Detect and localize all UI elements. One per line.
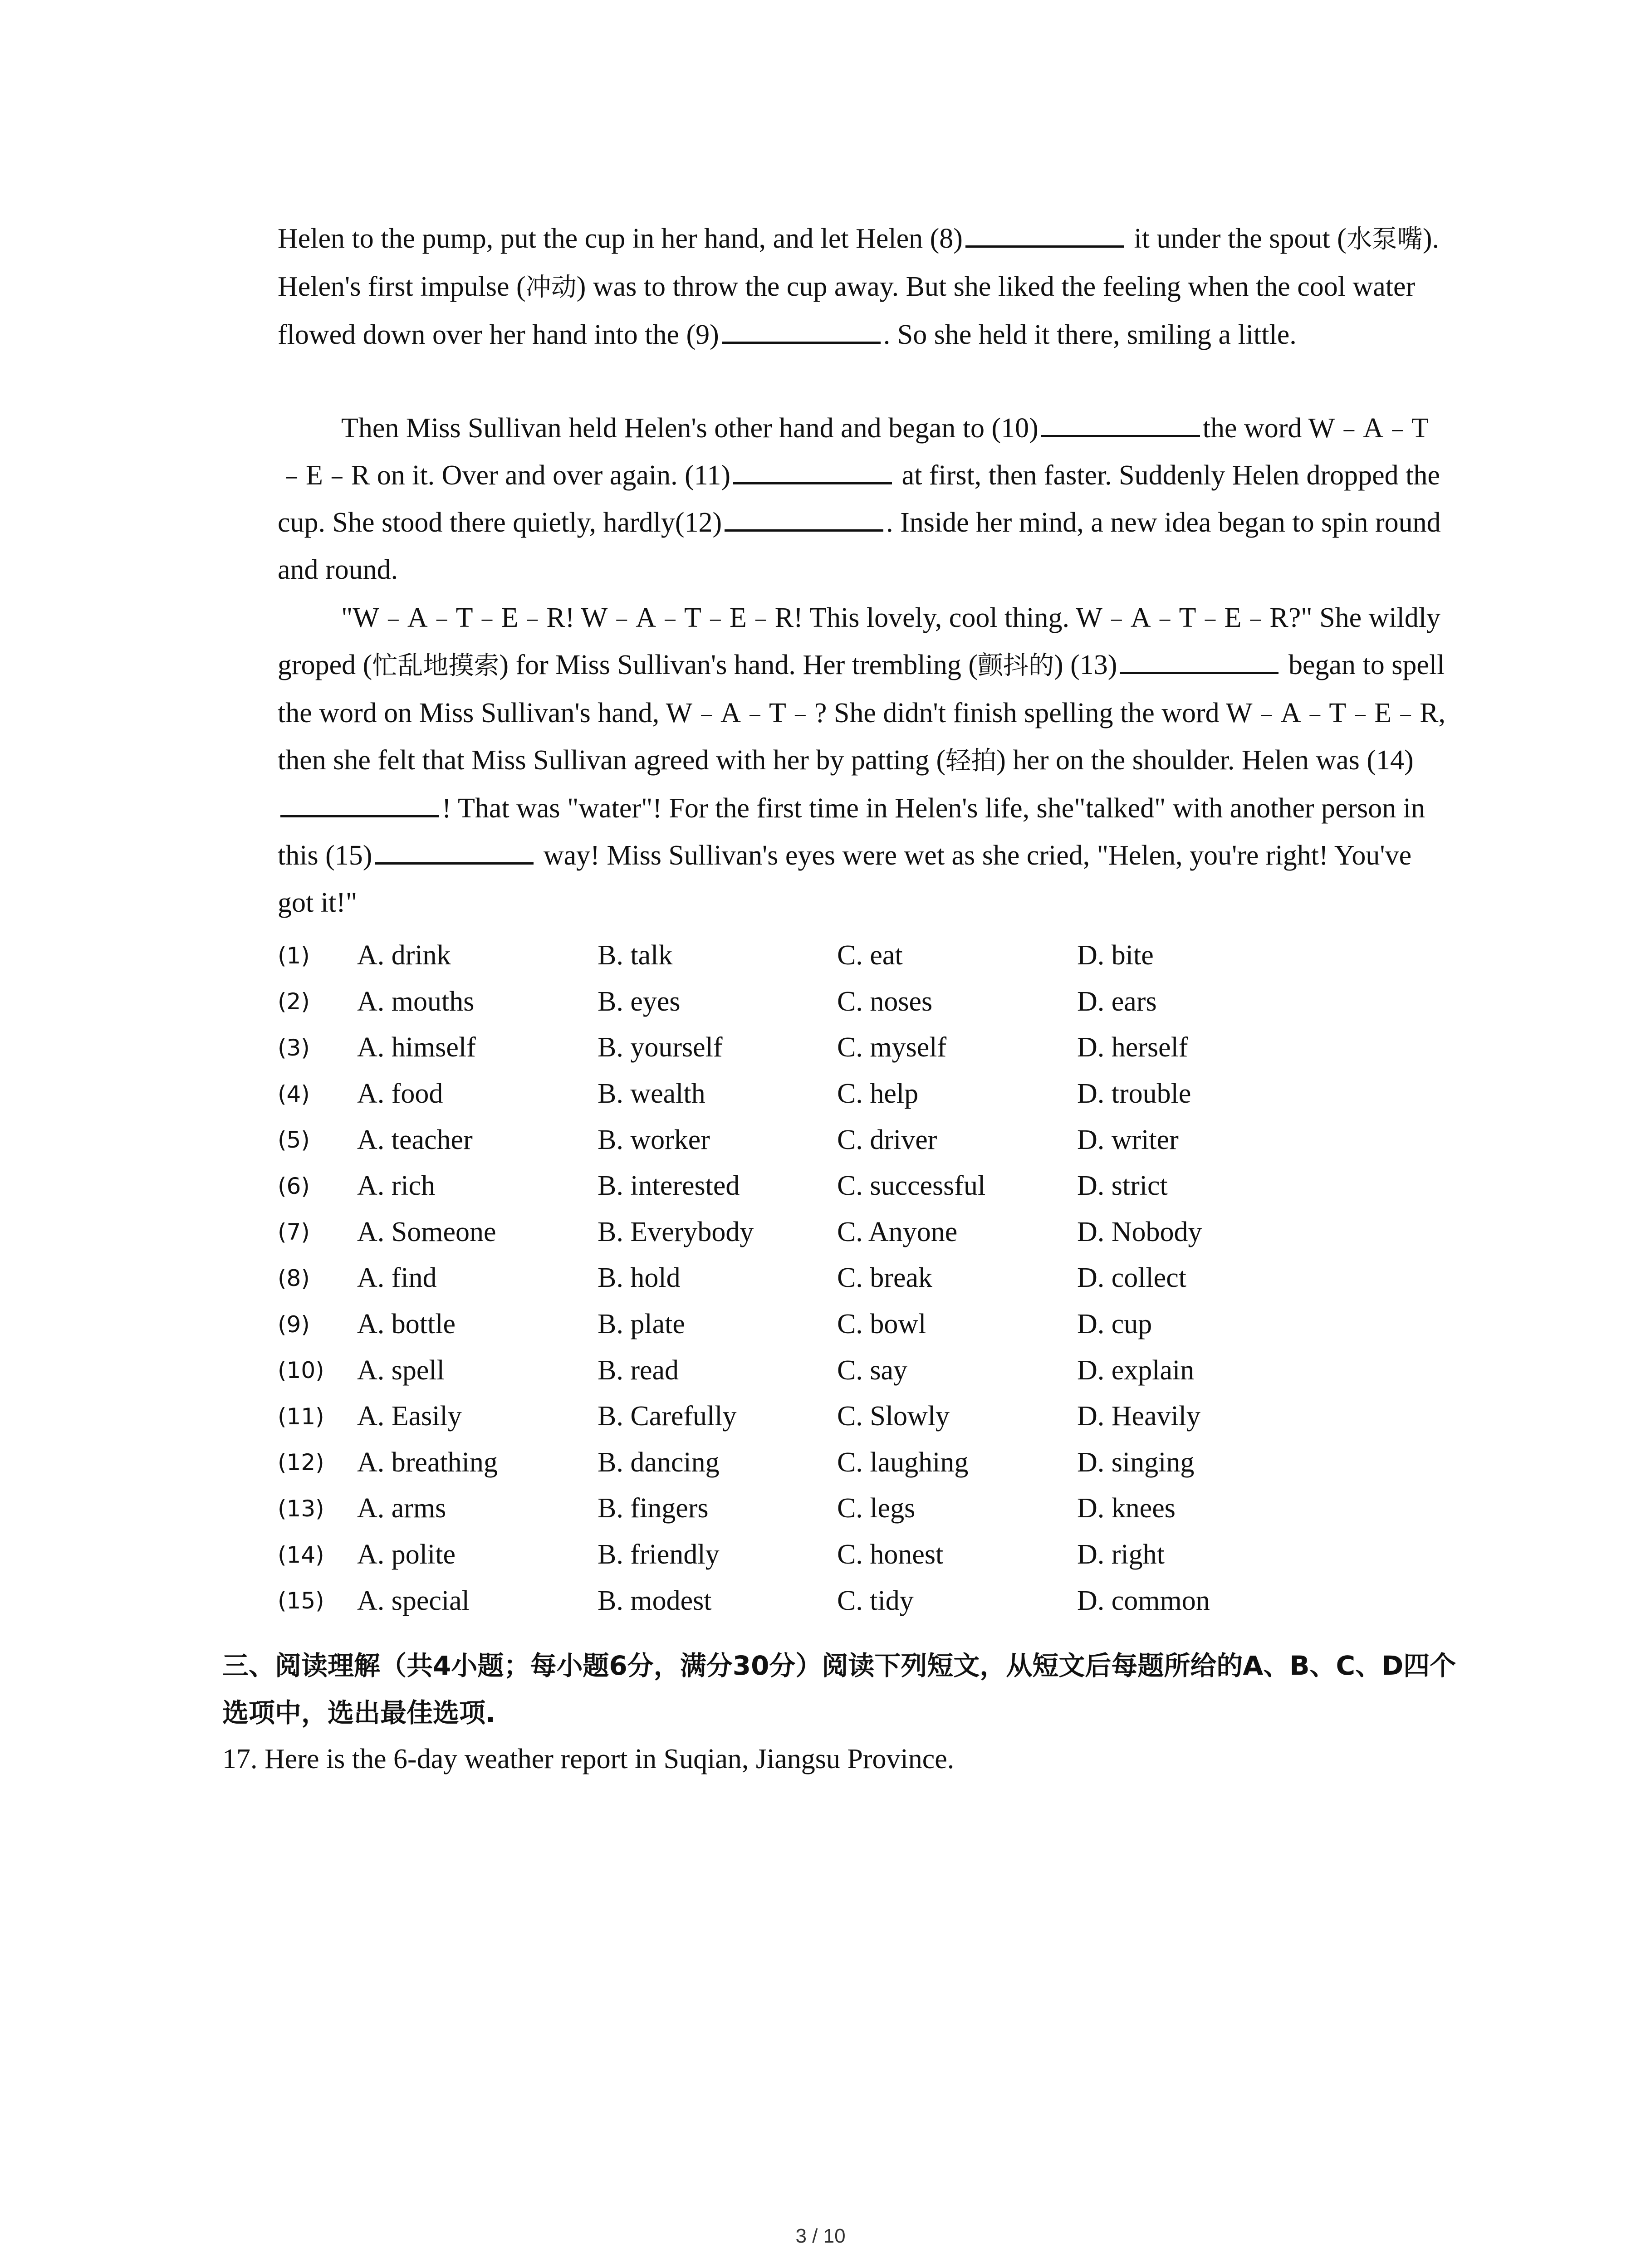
question-number: (13) bbox=[278, 1495, 324, 1522]
passage-text: ). Helen's first impulse ( bbox=[278, 223, 1439, 302]
option-a[interactable]: A. Someone bbox=[357, 1216, 496, 1247]
option-c[interactable]: C. Slowly bbox=[837, 1401, 950, 1432]
option-b[interactable]: B. fingers bbox=[598, 1493, 709, 1524]
option-a[interactable]: A. Easily bbox=[357, 1401, 462, 1432]
option-row bbox=[278, 1025, 1457, 1071]
option-a[interactable]: A. special bbox=[357, 1585, 470, 1616]
question-number: (3) bbox=[278, 1034, 310, 1061]
answer-options-list bbox=[278, 933, 1457, 1624]
question-number: (9) bbox=[278, 1311, 310, 1338]
passage-text: "W﹣A﹣T﹣E﹣R! W﹣A﹣T﹣E﹣R! This lovely, cool thing. W﹣A﹣T﹣E﹣R?" She wildly groped ( bbox=[278, 602, 1441, 680]
option-row bbox=[278, 1486, 1457, 1532]
option-b[interactable]: B. plate bbox=[598, 1309, 685, 1340]
answer-blank-9[interactable] bbox=[722, 316, 881, 344]
question-number: (11) bbox=[278, 1403, 324, 1430]
option-a[interactable]: A. food bbox=[357, 1078, 443, 1110]
option-c[interactable]: C. tidy bbox=[837, 1585, 914, 1616]
answer-blank-14[interactable] bbox=[280, 790, 439, 817]
option-row bbox=[278, 979, 1457, 1025]
option-d[interactable]: D. singing bbox=[1077, 1447, 1195, 1478]
question-17-prompt: 17. Here is the 6-day weather report in Suqian, Jiangsu Province. bbox=[222, 1744, 955, 1774]
question-number: (5) bbox=[278, 1127, 310, 1154]
option-b[interactable]: B. read bbox=[598, 1354, 679, 1386]
option-a[interactable]: A. breathing bbox=[357, 1447, 498, 1478]
option-d[interactable]: D. right bbox=[1077, 1539, 1165, 1570]
option-row bbox=[278, 933, 1457, 979]
option-d[interactable]: D. bite bbox=[1077, 940, 1154, 971]
section-three-heading: 三、阅读理解（共4小题；每小题6分，满分30分）阅读下列短文，从短文后每题所给的A、B、C、D四个选项中，选出最佳选项. bbox=[222, 1650, 1456, 1728]
option-b[interactable]: B. talk bbox=[598, 940, 673, 971]
option-a[interactable]: A. drink bbox=[357, 940, 451, 971]
option-b[interactable]: B. modest bbox=[598, 1585, 712, 1616]
gloss-text: 水泵嘴 bbox=[1346, 225, 1423, 254]
option-row bbox=[278, 1440, 1457, 1486]
option-d[interactable]: D. Heavily bbox=[1077, 1401, 1201, 1432]
passage-text: ) (13) bbox=[1054, 650, 1117, 680]
passage-text: Helen to the pump, put the cup in her hand, and let Helen (8) bbox=[278, 223, 963, 254]
option-b[interactable]: B. dancing bbox=[598, 1447, 720, 1478]
option-c[interactable]: C. break bbox=[837, 1262, 933, 1294]
option-d[interactable]: D. trouble bbox=[1077, 1078, 1191, 1110]
option-row bbox=[278, 1347, 1457, 1393]
option-b[interactable]: B. worker bbox=[598, 1124, 710, 1155]
option-a[interactable]: A. himself bbox=[357, 1032, 476, 1063]
option-d[interactable]: D. collect bbox=[1077, 1262, 1187, 1294]
page-number: 3 / 10 bbox=[795, 2225, 846, 2247]
option-c[interactable]: C. myself bbox=[837, 1032, 947, 1063]
option-c[interactable]: C. eat bbox=[837, 940, 903, 971]
question-number: (1) bbox=[278, 942, 310, 969]
option-c[interactable]: C. driver bbox=[837, 1124, 937, 1155]
option-row bbox=[278, 1578, 1457, 1624]
option-c[interactable]: C. honest bbox=[837, 1539, 944, 1570]
passage-text: Then Miss Sullivan held Helen's other hand and began to (10) bbox=[341, 413, 1038, 444]
question-number: (10) bbox=[278, 1357, 324, 1384]
option-d[interactable]: D. herself bbox=[1077, 1032, 1188, 1063]
answer-blank-13[interactable] bbox=[1120, 646, 1279, 674]
question-number: (4) bbox=[278, 1080, 310, 1107]
answer-blank-11[interactable] bbox=[733, 457, 892, 484]
question-number: (2) bbox=[278, 988, 310, 1015]
option-d[interactable]: D. explain bbox=[1077, 1354, 1195, 1386]
option-d[interactable]: D. strict bbox=[1077, 1170, 1168, 1202]
passage-text: began to spell the word on Miss Sullivan's hand, W﹣A﹣T﹣? She didn't finish spelling the word W﹣A﹣T﹣E﹣R, then she felt that Miss Sullivan agreed with her by patting ( bbox=[278, 650, 1445, 776]
option-row bbox=[278, 1071, 1457, 1117]
option-row bbox=[278, 1255, 1457, 1301]
passage-text: the word W﹣A﹣T﹣E﹣R on it. Over and over again. (11) bbox=[278, 413, 1429, 491]
option-d[interactable]: D. common bbox=[1077, 1585, 1210, 1616]
passage-paragraph-3 bbox=[278, 594, 1448, 926]
option-c[interactable]: C. bowl bbox=[837, 1309, 926, 1340]
passage-text: ) was to throw the cup away. But she liked the feeling when the cool water flowed down over her hand into the (9) bbox=[278, 271, 1416, 350]
option-b[interactable]: B. hold bbox=[598, 1262, 681, 1294]
option-a[interactable]: A. find bbox=[357, 1262, 437, 1294]
question-number: (14) bbox=[278, 1541, 324, 1568]
option-row bbox=[278, 1532, 1457, 1578]
answer-blank-8[interactable] bbox=[965, 220, 1124, 248]
question-number: (8) bbox=[278, 1265, 310, 1291]
passage-paragraph-1 bbox=[278, 215, 1448, 358]
option-b[interactable]: B. Carefully bbox=[598, 1401, 737, 1432]
option-row bbox=[278, 1301, 1457, 1348]
gloss-text: 颤抖的 bbox=[978, 651, 1054, 680]
answer-blank-12[interactable] bbox=[725, 504, 883, 532]
option-d[interactable]: D. writer bbox=[1077, 1124, 1179, 1155]
passage-text: ) for Miss Sullivan's hand. Her trembling ( bbox=[499, 650, 978, 680]
option-row bbox=[278, 1393, 1457, 1440]
question-number: (7) bbox=[278, 1219, 310, 1246]
passage-text: . So she held it there, smiling a little. bbox=[883, 319, 1297, 350]
passage-text: . Inside her mind, a new idea began to spin round and round. bbox=[278, 507, 1441, 585]
option-d[interactable]: D. cup bbox=[1077, 1309, 1152, 1340]
option-a[interactable]: A. polite bbox=[357, 1539, 456, 1570]
option-c[interactable]: C. say bbox=[837, 1354, 907, 1386]
option-d[interactable]: D. Nobody bbox=[1077, 1216, 1202, 1247]
question-number: (15) bbox=[278, 1588, 324, 1614]
option-a[interactable]: A. rich bbox=[357, 1170, 436, 1202]
option-c[interactable]: C. laughing bbox=[837, 1447, 969, 1478]
option-d[interactable]: D. knees bbox=[1077, 1493, 1176, 1524]
passage-paragraph-2 bbox=[278, 405, 1448, 593]
gloss-text: 冲动 bbox=[525, 273, 577, 302]
option-a[interactable]: A. bottle bbox=[357, 1309, 456, 1340]
option-b[interactable]: B. Everybody bbox=[598, 1216, 754, 1247]
option-c[interactable]: C. successful bbox=[837, 1170, 986, 1202]
question-number: (6) bbox=[278, 1173, 310, 1199]
passage-text: ) her on the shoulder. Helen was (14) bbox=[996, 745, 1414, 776]
option-c[interactable]: C. noses bbox=[837, 986, 933, 1017]
gloss-text: 轻拍 bbox=[945, 746, 997, 776]
option-b[interactable]: B. yourself bbox=[598, 1032, 723, 1063]
option-c[interactable]: C. legs bbox=[837, 1493, 916, 1524]
option-b[interactable]: B. eyes bbox=[598, 986, 681, 1017]
gloss-text: 忙乱地摸索 bbox=[372, 651, 500, 680]
option-b[interactable]: B. friendly bbox=[598, 1539, 720, 1570]
option-d[interactable]: D. ears bbox=[1077, 986, 1157, 1017]
option-row bbox=[278, 1163, 1457, 1209]
option-a[interactable]: A. teacher bbox=[357, 1124, 473, 1155]
option-b[interactable]: B. wealth bbox=[598, 1078, 705, 1110]
option-c[interactable]: C. Anyone bbox=[837, 1216, 958, 1247]
option-a[interactable]: A. mouths bbox=[357, 986, 475, 1017]
passage-text: way! Miss Sullivan's eyes were wet as she cried, "Helen, you're right! You've got it!" bbox=[278, 840, 1412, 918]
option-b[interactable]: B. interested bbox=[598, 1170, 740, 1202]
option-a[interactable]: A. arms bbox=[357, 1493, 446, 1524]
passage-text: it under the spout ( bbox=[1127, 223, 1347, 254]
passage-text: at first, then faster. Suddenly Helen dropped the cup. She stood there quietly, hardly(12) bbox=[278, 460, 1440, 538]
passage-text: ! That was "water"! For the first time in Helen's life, she"talked" with another person in this (15) bbox=[278, 793, 1425, 871]
option-a[interactable]: A. spell bbox=[357, 1354, 445, 1386]
answer-blank-10[interactable] bbox=[1041, 410, 1200, 437]
question-number: (12) bbox=[278, 1449, 324, 1476]
option-row bbox=[278, 1209, 1457, 1256]
answer-blank-15[interactable] bbox=[375, 837, 534, 865]
option-c[interactable]: C. help bbox=[837, 1078, 919, 1110]
option-row bbox=[278, 1117, 1457, 1163]
